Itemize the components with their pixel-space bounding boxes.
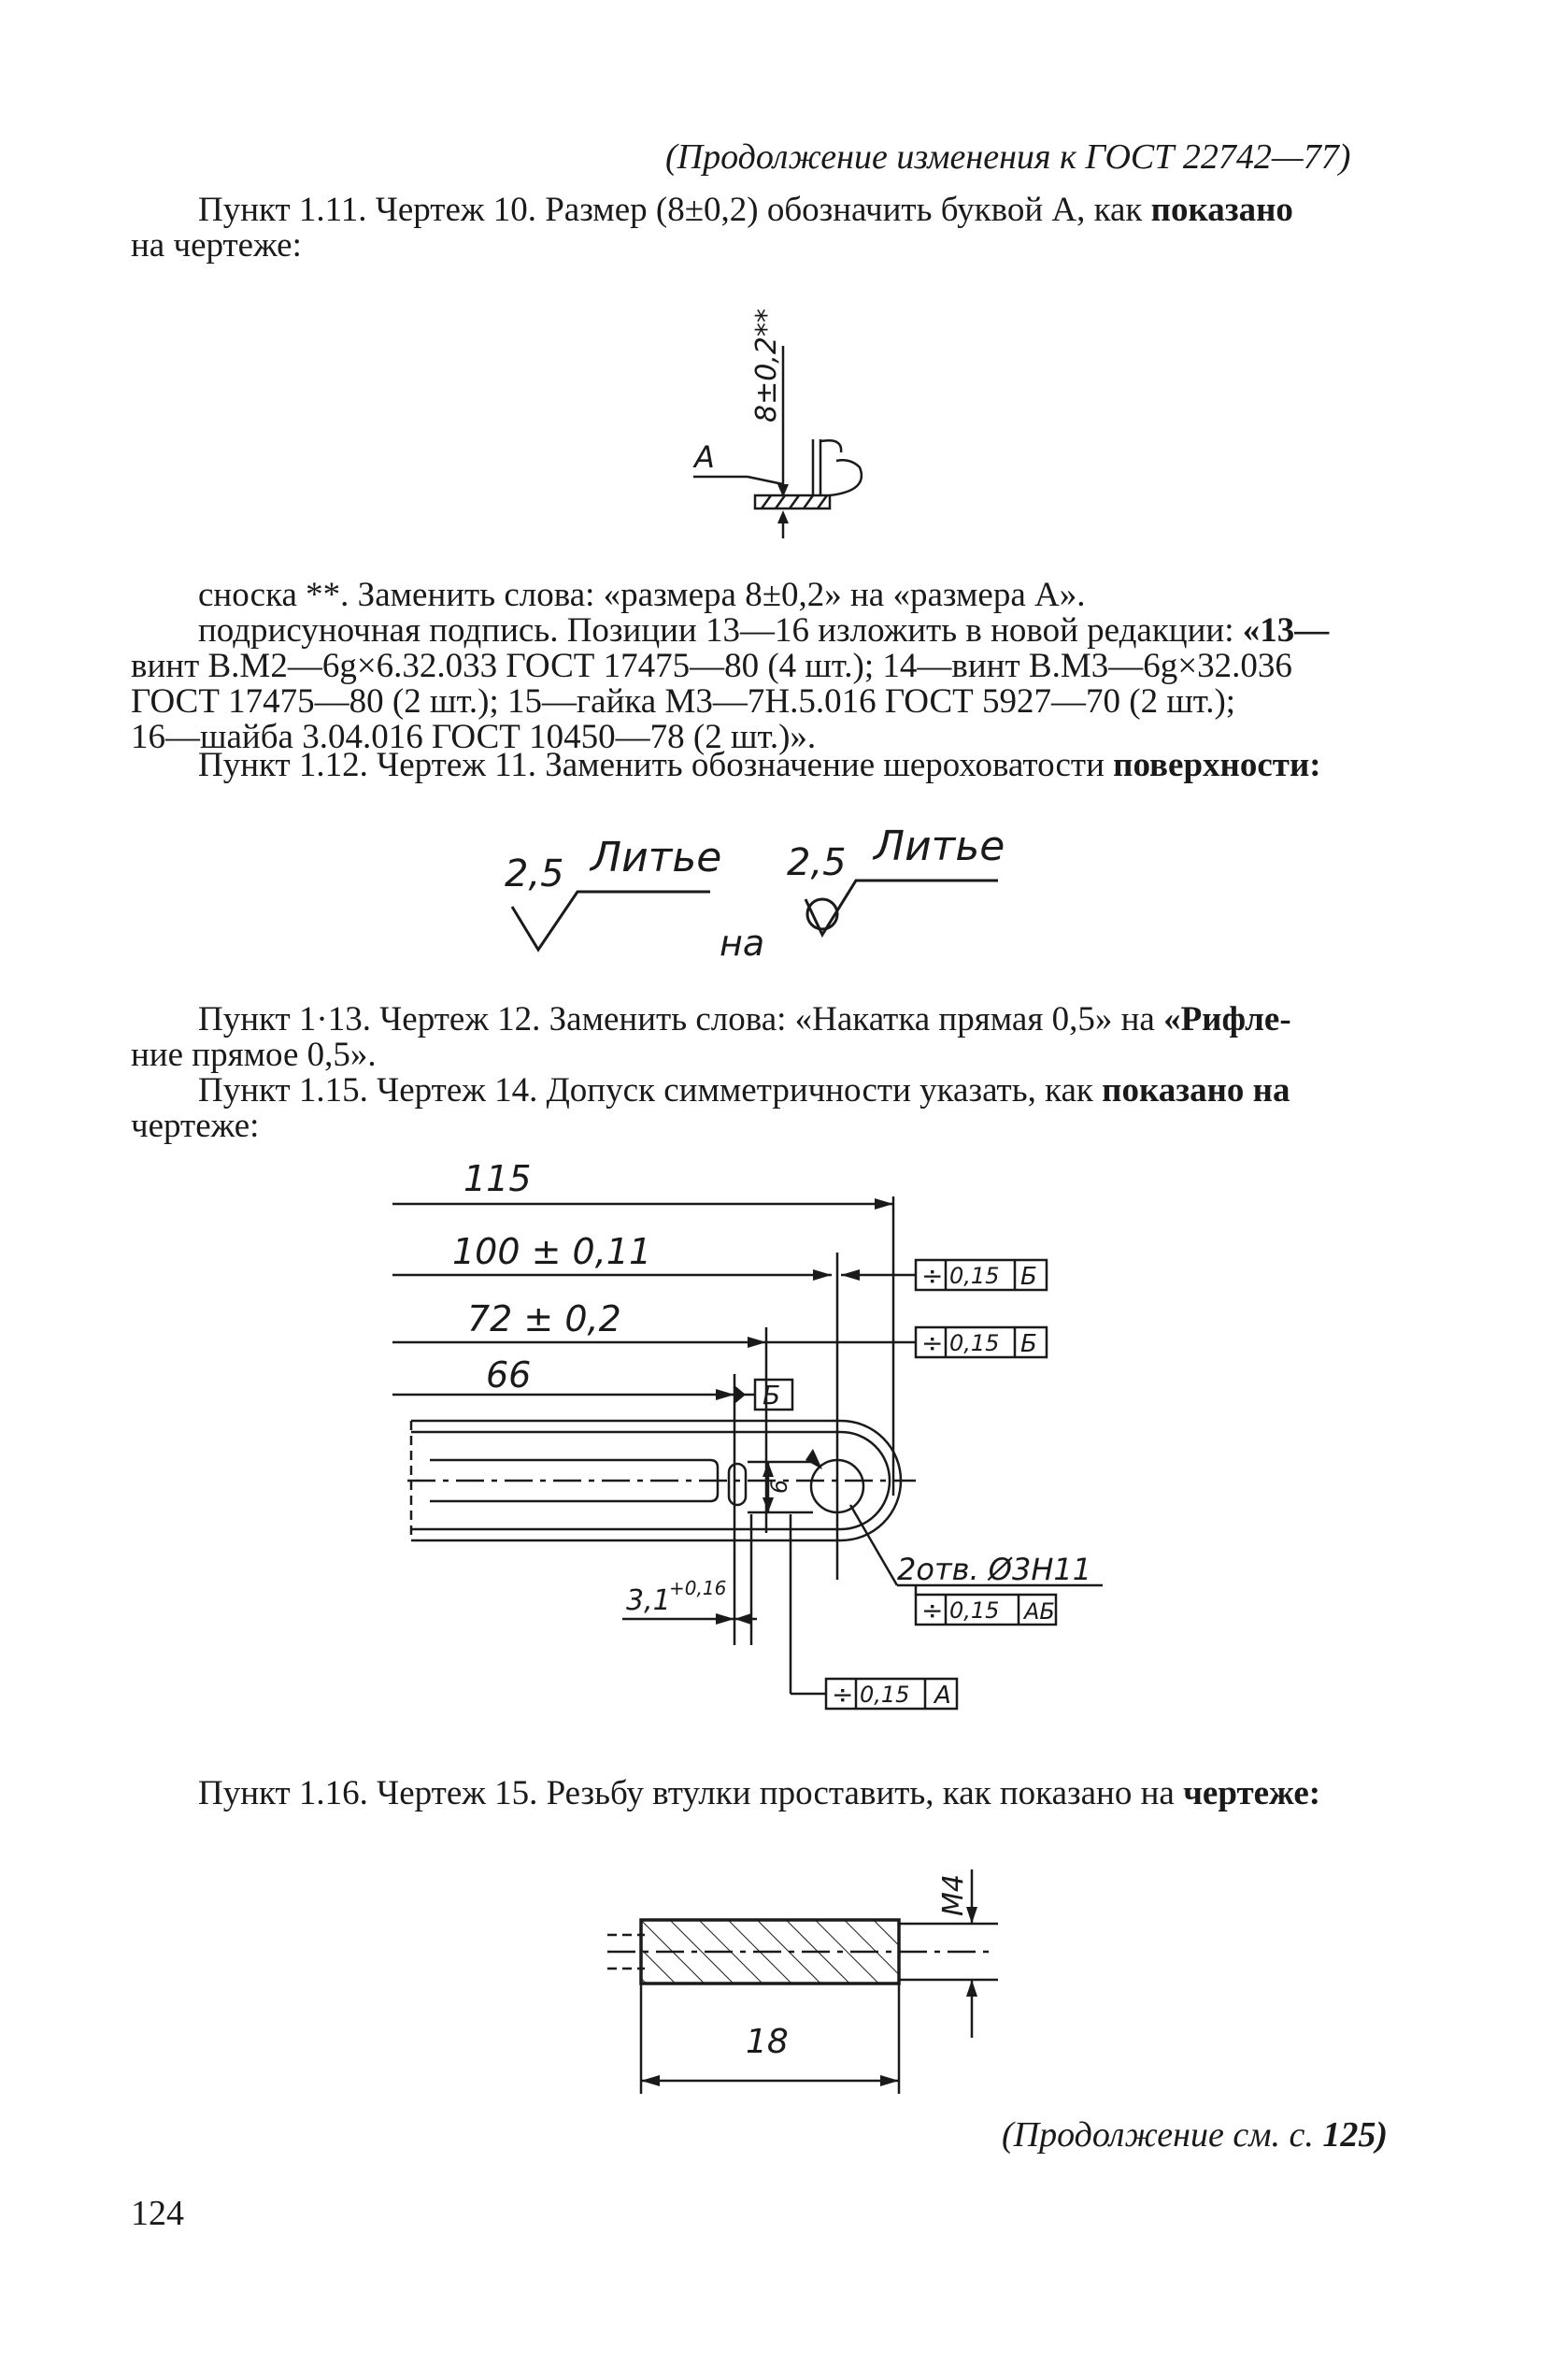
- item-1-13-text: Пункт 1·13. Чертеж 12. Заменить слова: «Накатка прямая 0,5» на: [198, 1000, 1164, 1038]
- tol4-symbol: ÷: [832, 1679, 854, 1710]
- dimension-label-8: 8±0,2**: [750, 308, 783, 422]
- tol3-symbol: ÷: [921, 1595, 944, 1625]
- item-1-16-bold: чертеже:: [1183, 1774, 1321, 1812]
- roughness-right-note: Литье: [874, 823, 1005, 870]
- tol1-value: 0,15: [949, 1263, 1000, 1289]
- continuation-header: (Продолжение изменения к ГОСТ 22742—77): [665, 137, 1351, 177]
- dim-66: 66: [486, 1354, 532, 1396]
- datum-letter-b: Б: [763, 1380, 781, 1411]
- item-1-13-bold: «Рифле-: [1163, 1000, 1291, 1038]
- item-1-16-text: Пункт 1.16. Чертеж 15. Резьбу втулки проставить, как показано на: [198, 1774, 1184, 1812]
- dim-3-1: 3,1: [626, 1584, 671, 1617]
- tol4-ref: А: [934, 1682, 951, 1710]
- length-label: 18: [746, 2023, 789, 2061]
- roughness-left-value: 2,5: [505, 852, 564, 895]
- tol3-ref: АБ: [1024, 1598, 1055, 1625]
- roughness-connector: на: [720, 923, 765, 964]
- item-1-11-bold: показано: [1150, 191, 1293, 229]
- tol2-symbol: ÷: [921, 1327, 944, 1358]
- item-1-15-bold: показано на: [1102, 1071, 1290, 1110]
- caption-bold: «13—: [1242, 611, 1330, 650]
- item-1-11-text: Пункт 1.11. Чертеж 10. Размер (8±0,2) обозначить буквой А, как: [198, 191, 1151, 229]
- holes-note: 2отв. Ø3Н11: [897, 1552, 1092, 1587]
- caption-line2: винт В.М2—6g×6.32.033 ГОСТ 17475—80 (4 шт.); 14—винт В.М3—6g×32.036: [131, 647, 1292, 685]
- thread-label: М4: [937, 1874, 970, 1916]
- tol2-value: 0,15: [949, 1330, 1000, 1356]
- dim-6: 6: [766, 1479, 792, 1494]
- caption-line3: ГОСТ 17475—80 (2 шт.); 15—гайка М3—7Н.5.016 ГОСТ 5927—70 (2 шт.);: [131, 682, 1236, 721]
- dim-3-1-tol: +0,16: [669, 1577, 727, 1599]
- tol2-ref: Б: [1020, 1330, 1037, 1358]
- tol1-ref: Б: [1020, 1263, 1037, 1291]
- tol1-symbol: ÷: [921, 1260, 944, 1291]
- tol3-value: 0,15: [949, 1597, 1000, 1624]
- item-1-15-line2: чертеже:: [131, 1107, 260, 1145]
- continuation-footer-page: 125): [1322, 2115, 1389, 2155]
- continuation-footer: [1002, 2115, 1389, 2155]
- roughness-left-note: Литье: [591, 834, 722, 881]
- tol4-value: 0,15: [860, 1682, 910, 1708]
- item-1-12-bold: поверхности:: [1113, 746, 1321, 784]
- letter-a: А: [694, 439, 715, 475]
- item-1-15-text: Пункт 1.15. Чертеж 14. Допуск симметричности указать, как: [198, 1071, 1103, 1110]
- dim-115: 115: [463, 1158, 532, 1199]
- caption-line4: 16—шайба 3.04.016 ГОСТ 10450—78 (2 шт.)».: [131, 718, 817, 756]
- item-1-13-line2: ние прямое 0,5».: [131, 1036, 377, 1074]
- dim-100: 100 ± 0,11: [452, 1231, 652, 1272]
- dim-72: 72 ± 0,2: [467, 1298, 621, 1339]
- footnote-line: сноска **. Заменить слова: «размера 8±0,2» на «размера А».: [198, 576, 1086, 614]
- page-number: 124: [131, 2194, 184, 2233]
- item-1-12-text: Пункт 1.12. Чертеж 11. Заменить обозначение шероховатости: [198, 746, 1114, 784]
- caption-text: подрисуночная подпись. Позиции 13—16 изложить в новой редакции:: [198, 611, 1243, 650]
- continuation-footer-text: (Продолжение см. с.: [1002, 2115, 1323, 2155]
- roughness-right-value: 2,5: [787, 841, 847, 884]
- item-1-11-line2: на чертеже:: [131, 226, 302, 265]
